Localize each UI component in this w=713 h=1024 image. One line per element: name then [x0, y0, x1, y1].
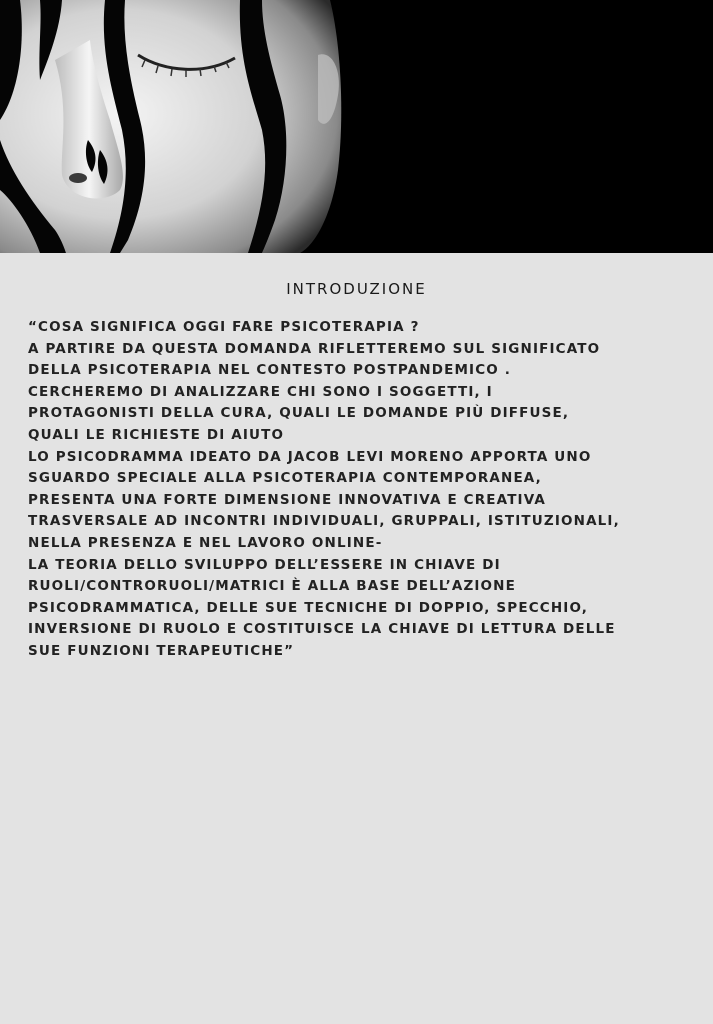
header-image: [0, 0, 713, 253]
section-title: INTRODUZIONE: [286, 280, 427, 298]
text-line: LO PSICODRAMMA IDEATO DA JACOB LEVI MORENO APPORTA UNO: [28, 448, 592, 465]
text-line: “COSA SIGNIFICA OGGI FARE PSICOTERAPIA ?: [28, 319, 420, 335]
text-line: DELLA PSICOTERAPIA NEL CONTESTO POSTPANDEMICO .: [28, 362, 512, 379]
text-line: TRASVERSALE AD INCONTRI INDIVIDUALI, GRUPPALI, ISTITUZIONALI,: [28, 513, 620, 530]
text-line: A PARTIRE DA QUESTA DOMANDA RIFLETTEREMO SUL SIGNIFICATO: [28, 340, 601, 357]
text-line: CERCHEREMO DI ANALIZZARE CHI SONO I SOGGETTI, I: [28, 383, 493, 400]
text-line: PSICODRAMMATICA, DELLE SUE TECNICHE DI DOPPIO, SPECCHIO,: [28, 599, 589, 616]
text-line: LA TEORIA DELLO SVILUPPO DELL’ESSERE IN CHIAVE DI: [28, 556, 501, 573]
text-line: SUE FUNZIONI TERAPEUTICHE”: [28, 642, 295, 659]
face-painted-stripes-photo: [0, 0, 713, 253]
text-line: NELLA PRESENZA E NEL LAVORO ONLINE-: [28, 534, 383, 551]
introduction-section: [0, 253, 713, 1024]
text-line: INVERSIONE DI RUOLO E COSTITUISCE LA CHIAVE DI LETTURA DELLE: [28, 621, 616, 638]
text-line: RUOLI/CONTRORUOLI/MATRICI È ALLA BASE DELL’AZIONE: [28, 578, 517, 595]
text-line: PROTAGONISTI DELLA CURA, QUALI LE DOMANDE PIÙ DIFFUSE,: [28, 405, 570, 422]
text-line: PRESENTA UNA FORTE DIMENSIONE INNOVATIVA E CREATIVA: [28, 491, 546, 508]
text-line: SGUARDO SPECIALE ALLA PSICOTERAPIA CONTEMPORANEA,: [28, 470, 542, 487]
text-line: QUALI LE RICHIESTE DI AIUTO: [28, 426, 285, 443]
introduction-text: [28, 317, 698, 663]
